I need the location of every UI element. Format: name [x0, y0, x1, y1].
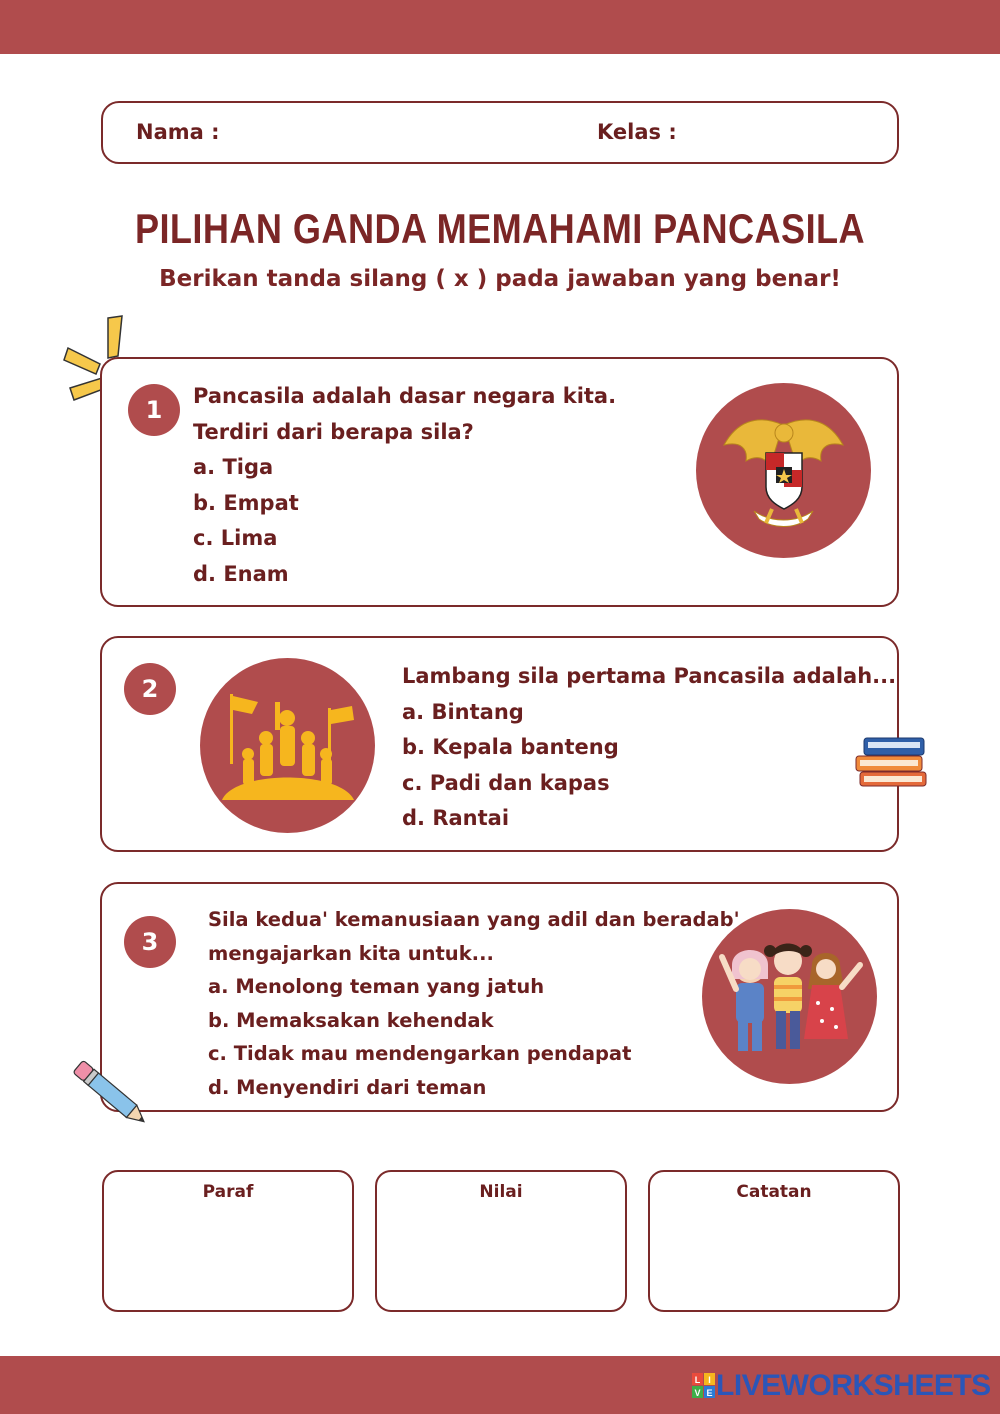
top-band	[0, 0, 1000, 54]
question-number-badge: 2	[124, 663, 176, 715]
question-line: Terdiri dari berapa sila?	[193, 419, 474, 444]
page-title: PILIHAN GANDA MEMAHAMI PANCASILA	[134, 205, 866, 252]
three-children-icon	[702, 909, 877, 1084]
instructions: Berikan tanda silang ( x ) pada jawaban yang benar!	[159, 266, 841, 292]
question-2-text	[402, 659, 896, 837]
liveworksheets-logo-icon	[692, 1373, 716, 1399]
question-line: Sila kedua' kemanusiaan yang adil dan beradab'	[208, 908, 740, 931]
question-line: mengajarkan kita untuk...	[208, 941, 494, 965]
question-line: Pancasila adalah dasar negara kita.	[193, 384, 617, 408]
option-c[interactable]: c. Padi dan kapas	[402, 770, 610, 795]
logo-letter: E	[706, 1388, 713, 1398]
logo-letter: L	[694, 1375, 701, 1385]
question-2-card	[100, 636, 899, 852]
question-line: Lambang sila pertama Pancasila adalah...	[402, 664, 897, 688]
crowd-with-flags-icon	[200, 658, 375, 833]
garuda-pancasila-icon	[696, 383, 871, 558]
option-a[interactable]: a. Bintang	[402, 699, 524, 724]
logo-letter: V	[694, 1388, 701, 1398]
option-d[interactable]: d. Rantai	[402, 806, 510, 831]
catatan-label: Catatan	[736, 1182, 812, 1202]
paraf-label: Paraf	[202, 1182, 254, 1202]
name-class-box	[101, 101, 899, 164]
option-c[interactable]: c. Lima	[193, 526, 278, 551]
question-1-card	[100, 357, 899, 607]
question-1-text	[193, 379, 616, 593]
option-d[interactable]: d. Enam	[193, 561, 289, 586]
pencil-icon	[66, 1052, 156, 1136]
class-label: Kelas :	[597, 120, 677, 144]
question-3-text	[208, 903, 740, 1104]
catatan-box[interactable]	[648, 1170, 900, 1312]
liveworksheets-logo	[692, 1370, 991, 1402]
nilai-box[interactable]	[375, 1170, 627, 1312]
question-number-badge: 1	[128, 384, 180, 436]
books-icon	[852, 732, 930, 796]
logo-letter: I	[708, 1375, 711, 1385]
name-label: Nama :	[136, 120, 220, 144]
question-3-card	[100, 882, 899, 1112]
question-number-badge: 3	[124, 916, 176, 968]
option-b[interactable]: b. Empat	[193, 490, 299, 515]
option-a[interactable]: a. Menolong teman yang jatuh	[208, 975, 545, 998]
option-a[interactable]: a. Tiga	[193, 455, 274, 480]
paraf-box[interactable]	[102, 1170, 354, 1312]
nilai-label: Nilai	[479, 1182, 523, 1202]
option-b[interactable]: b. Kepala banteng	[402, 735, 619, 760]
liveworksheets-brand-text: LIVEWORKSHEETS	[716, 1369, 991, 1402]
option-d[interactable]: d. Menyendiri dari teman	[208, 1075, 487, 1099]
option-b[interactable]: b. Memaksakan kehendak	[208, 1008, 494, 1032]
option-c[interactable]: c. Tidak mau mendengarkan pendapat	[208, 1042, 632, 1065]
